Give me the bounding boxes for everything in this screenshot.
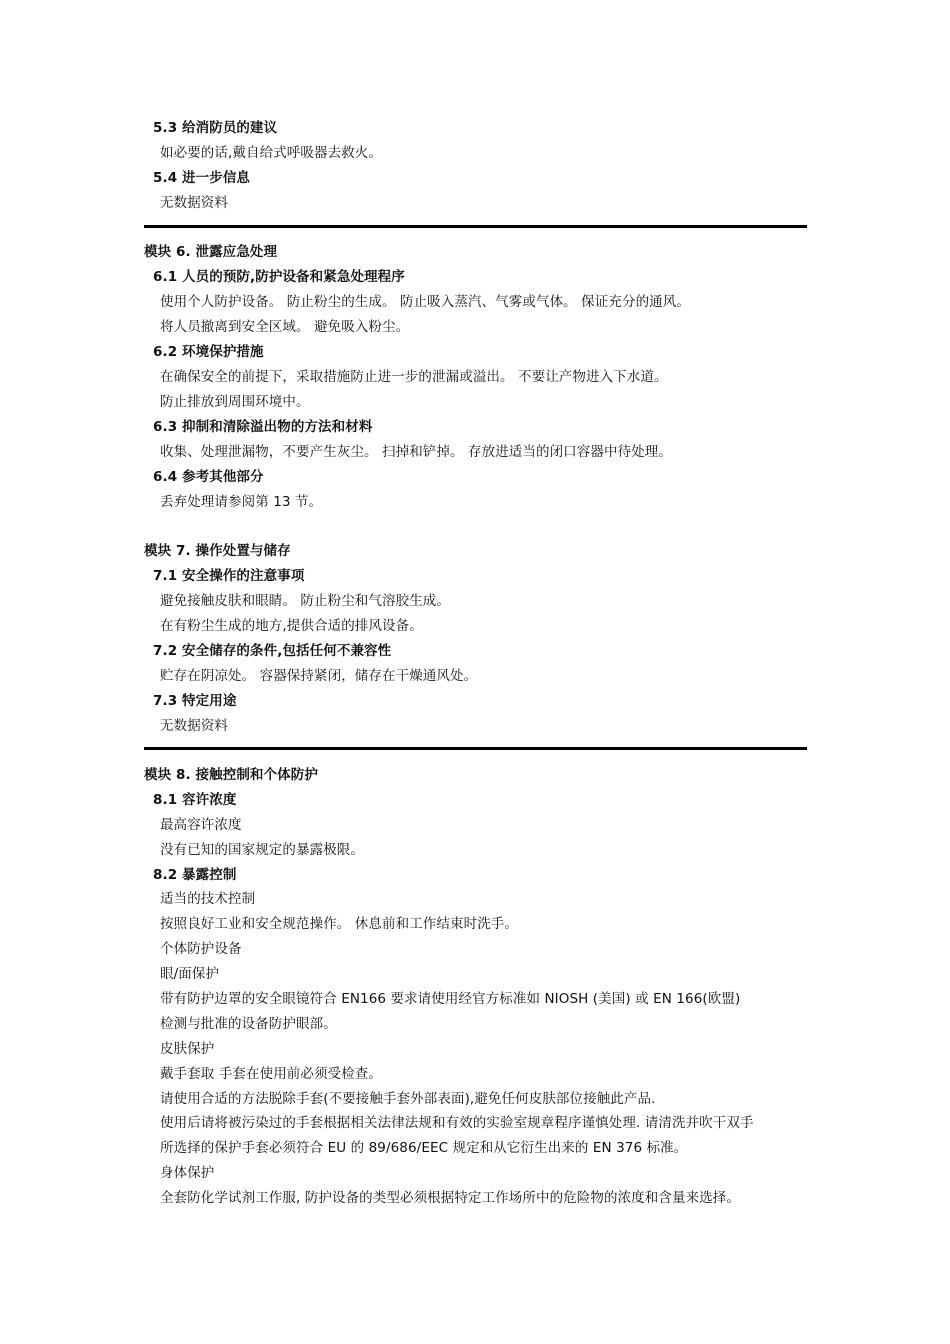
paragraph-line: 如必要的话,戴自给式呼吸器去救火。 (160, 145, 382, 161)
subsection-heading-8-2: 8.2 暴露控制 (153, 867, 237, 883)
section-divider (144, 747, 807, 750)
subsection-heading-6-4: 6.4 参考其他部分 (153, 469, 264, 485)
paragraph-line: 将人员撤离到安全区域。 避免吸入粉尘。 (160, 319, 410, 335)
subsection-heading-7-2: 7.2 安全储存的条件,包括任何不兼容性 (153, 643, 392, 659)
subsection-heading-6-2: 6.2 环境保护措施 (153, 344, 264, 360)
subsection-heading-5-3: 5.3 给消防员的建议 (153, 120, 278, 136)
paragraph-line: 贮存在阴凉处。 容器保持紧闭，储存在干燥通风处。 (160, 668, 478, 684)
paragraph-line: 无数据资料 (160, 195, 228, 211)
paragraph-line: 在确保安全的前提下，采取措施防止进一步的泄漏或溢出。 不要让产物进入下水道。 (160, 369, 668, 385)
paragraph-line: 无数据资料 (160, 718, 228, 734)
section-title-7: 模块 7. 操作处置与储存 (144, 543, 291, 559)
paragraph-line: 防止排放到周围环境中。 (160, 394, 310, 410)
paragraph-line: 皮肤保护 (160, 1041, 215, 1057)
subsection-heading-5-4: 5.4 进一步信息 (153, 170, 251, 186)
subsection-heading-6-3: 6.3 抑制和清除溢出物的方法和材料 (153, 419, 373, 435)
paragraph-line: 全套防化学试剂工作服, 防护设备的类型必须根据特定工作场所中的危险物的浓度和含量来选择。 (160, 1190, 740, 1206)
paragraph-line: 带有防护边罩的安全眼镜符合 EN166 要求请使用经官方标准如 NIOSH (美国) 或 EN 166(欧盟) (160, 991, 741, 1007)
section-divider (144, 225, 807, 228)
paragraph-line: 个体防护设备 (160, 941, 242, 957)
paragraph-line: 没有已知的国家规定的暴露极限。 (160, 842, 364, 858)
paragraph-line: 戴手套取 手套在使用前必须受检查。 (160, 1066, 382, 1082)
paragraph-line: 眼/面保护 (160, 966, 220, 982)
paragraph-line: 所选择的保护手套必须符合 EU 的 89/686/EEC 规定和从它衍生出来的 EN 376 标准。 (160, 1140, 688, 1156)
paragraph-line: 丢弃处理请参阅第 13 节。 (160, 494, 323, 510)
paragraph-line: 收集、处理泄漏物，不要产生灰尘。 扫掉和铲掉。 存放进适当的闭口容器中待处理。 (160, 444, 672, 460)
paragraph-line: 检测与批准的设备防护眼部。 (160, 1016, 337, 1032)
subsection-heading-7-1: 7.1 安全操作的注意事项 (153, 568, 305, 584)
paragraph-line: 适当的技术控制 (160, 891, 256, 907)
paragraph-line: 避免接触皮肤和眼睛。 防止粉尘和气溶胶生成。 (160, 593, 450, 609)
paragraph-line: 使用个人防护设备。 防止粉尘的生成。 防止吸入蒸汽、气雾或气体。 保证充分的通风。 (160, 294, 690, 310)
subsection-heading-7-3: 7.3 特定用途 (153, 693, 237, 709)
section-title-6: 模块 6. 泄露应急处理 (144, 244, 278, 260)
paragraph-line: 请使用合适的方法脱除手套(不要接触手套外部表面),避免任何皮肤部位接触此产品. (160, 1091, 656, 1107)
subsection-heading-8-1: 8.1 容许浓度 (153, 792, 237, 808)
paragraph-line: 按照良好工业和安全规范操作。 休息前和工作结束时洗手。 (160, 916, 518, 932)
section-title-8: 模块 8. 接触控制和个体防护 (144, 767, 318, 783)
paragraph-line: 最高容许浓度 (160, 817, 242, 833)
paragraph-line: 使用后请将被污染过的手套根据相关法律法规和有效的实验室规章程序谨慎处理. 请清洗并吹干双手 (160, 1115, 754, 1131)
subsection-heading-6-1: 6.1 人员的预防,防护设备和紧急处理程序 (153, 269, 405, 285)
paragraph-line: 在有粉尘生成的地方,提供合适的排风设备。 (160, 618, 423, 634)
paragraph-line: 身体保护 (160, 1165, 215, 1181)
